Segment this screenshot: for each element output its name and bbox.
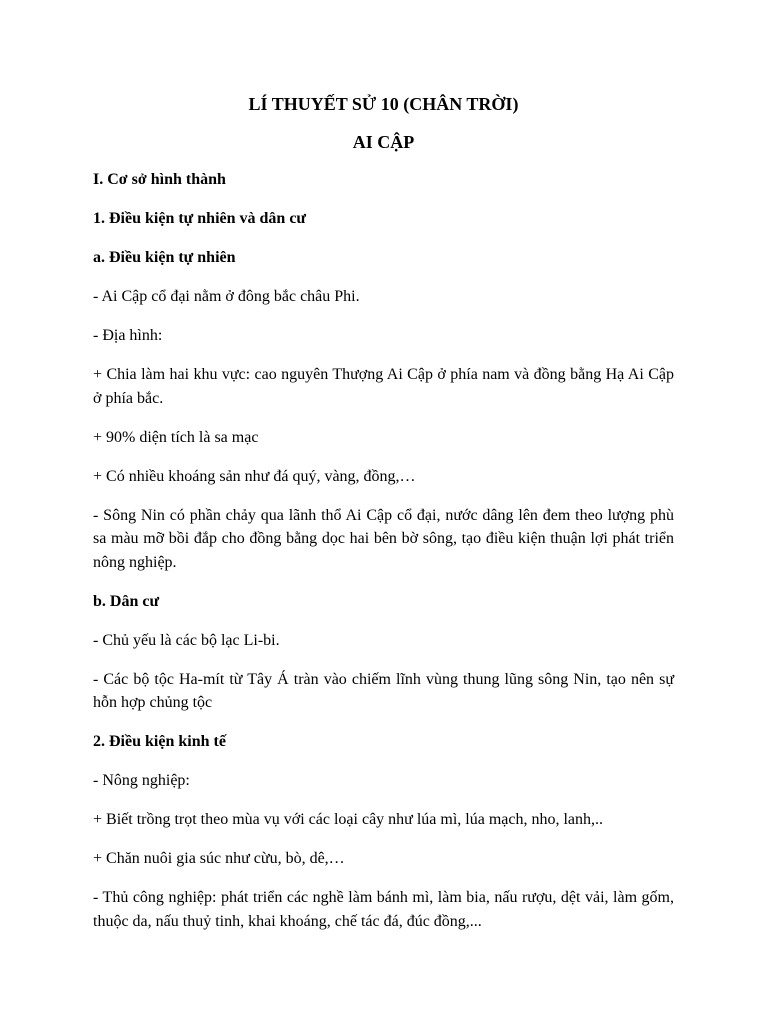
paragraph: - Ai Cập cổ đại nằm ở đông bắc châu Phi. xyxy=(93,288,360,305)
paragraph: - Nông nghiệp: xyxy=(93,772,190,789)
document-subtitle: AI CẬP xyxy=(352,132,415,152)
paragraph: - Chủ yếu là các bộ lạc Li-bi. xyxy=(93,631,280,649)
paragraph: + Biết trồng trọt theo mùa vụ với các loại cây như lúa mì, lúa mạch, nho, lanh,.. xyxy=(93,811,604,828)
paragraph: + Chia làm hai khu vực: cao nguyên Thượng Ai Cập ở phía nam và đồng bằng Hạ Ai Cập ở phía bắc. xyxy=(93,366,674,407)
paragraph: - Các bộ tộc Ha-mít từ Tây Á tràn vào chiếm lĩnh vùng thung lũng sông Nin, tạo nên sự hỗn hợp chủng tộc xyxy=(93,670,674,711)
paragraph: + Có nhiều khoáng sản như đá quý, vàng, đồng,… xyxy=(93,467,416,485)
heading-section-1: I. Cơ sở hình thành xyxy=(93,171,226,188)
heading-natural-conditions: a. Điều kiện tự nhiên xyxy=(93,249,236,266)
paragraph: - Địa hình: xyxy=(93,327,163,344)
paragraph: - Sông Nin có phần chảy qua lãnh thổ Ai Cập cổ đại, nước dâng lên đem theo lượng phù sa màu mỡ bồi đắp cho đồng bằng dọc hai bên bờ sông, tạo điều kiện thuận lợi phát triển nông nghiệp. xyxy=(93,506,674,571)
paragraph: + Chăn nuôi gia súc như cừu, bò, dê,… xyxy=(93,850,345,867)
paragraph: + 90% diện tích là sa mạc xyxy=(93,428,259,446)
document-page xyxy=(93,92,674,949)
heading-population: b. Dân cư xyxy=(93,592,160,610)
document-title: LÍ THUYẾT SỬ 10 (CHÂN TRỜI) xyxy=(248,94,519,114)
paragraph: - Thủ công nghiệp: phát triển các nghề làm bánh mì, làm bia, nấu rượu, dệt vải, làm gốm, thuộc da, nấu thuỷ tinh, khai khoáng, chế tác đá, đúc đồng,... xyxy=(93,889,674,930)
heading-subsection-1: 1. Điều kiện tự nhiên và dân cư xyxy=(93,210,307,227)
heading-economic-conditions: 2. Điều kiện kinh tế xyxy=(93,733,226,750)
